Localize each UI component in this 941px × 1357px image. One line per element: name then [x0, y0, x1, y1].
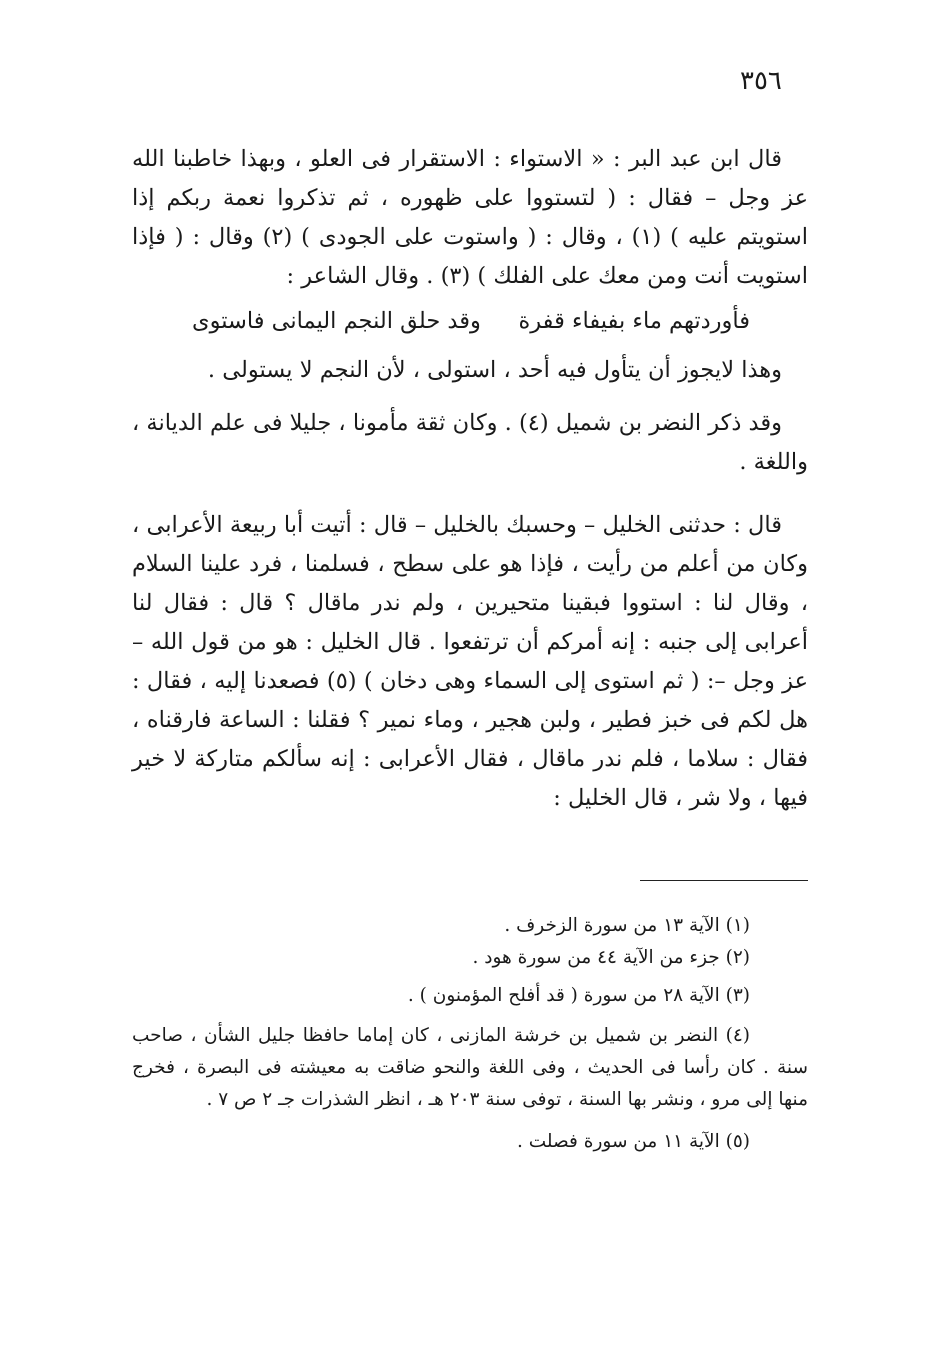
footnote-2: (٢) جزء من الآية ٤٤ من سورة هود . [472, 947, 750, 968]
footnote-3: (٣) الآية ٢٨ من سورة ( قد أفلح المؤمنون ) . [407, 985, 750, 1006]
footnote-4: (٤) النضر بن شميل بن خرشة المازنى ، كان إماما حافظا جليل الشأن ، صاحب سنة . كان رأسا فى الحديث ، وفى اللغة والنحو ضاقت به معيشته فى البصرة ، فخرج منها إلى مرو ، ونشر بها السنة ، توفى سنة ٢٠٣ هـ ، انظر الشذرات جـ ٢ ص ٧ . [132, 1025, 808, 1110]
paragraph-ibn-abd-al-barr: قال ابن عبد البر : « الاستواء : الاستقرار فى العلو ، وبهذا خاطبنا الله عز وجل – فقال : ( لتستووا على ظهوره ، ثم تذكروا نعمة ربكم إذا استويتم عليه ) (١) ، وقال : ( واستوت على الجودى ) (٢) وقال : ( فإذا استويت أنت ومن معك على الفلك ) (٣) . وقال الشاعر : [132, 146, 808, 289]
verse-second-hemistich: وقد حلق النجم اليمانى فاستوى [192, 308, 481, 334]
footnotes [132, 910, 808, 1158]
paragraph-nadr-ibn-shumayl: وقد ذكر النضر بن شميل (٤) . وكان ثقة مأمونا ، جليلا فى علم الديانة ، واللغة . [132, 410, 808, 475]
footnote-divider [640, 880, 808, 881]
poetry-verse [132, 302, 808, 341]
paragraph-interpretation: وهذا لايجوز أن يتأول فيه أحد ، استولى ، لأن النجم لا يستولى . [207, 357, 782, 383]
paragraph-khalil-narration: قال : حدثنى الخليل – وحسبك بالخليل – قال : أتيت أبا ربيعة الأعرابى ، وكان من أعلم من رأيت ، فإذا هو على سطح ، فسلمنا ، فرد علينا السلام ، وقال لنا : استووا فبقينا متحيرين ، ولم ندر ماقال ؟ قال : فقال لنا أعرابى إلى جنبه : إنه أمركم أن ترتفعوا . قال الخليل : هو من قول الله – عز وجل –: ( ثم استوى إلى السماء وهى دخان ) (٥) فصعدنا إليه ، فقال : هل لكم فى خبز فطير ، ولبن هجير ، وماء نمير ؟ فقلنا : الساعة فارقناه ، فقال : سلاما ، فلم ندر ماقال ، فقال الأعرابى : إنه سألكم متاركة لا خير فيها ، ولا شر ، قال الخليل : [132, 512, 808, 811]
footnote-1: (١) الآية ١٣ من سورة الزخرف . [504, 915, 750, 936]
page-number: ٣٥٦ [740, 66, 782, 96]
main-text [132, 140, 808, 818]
verse-first-hemistich: فأوردتهم ماء بفيفاء قفرة [518, 308, 750, 334]
footnote-5: (٥) الآية ١١ من سورة فصلت . [516, 1131, 750, 1152]
